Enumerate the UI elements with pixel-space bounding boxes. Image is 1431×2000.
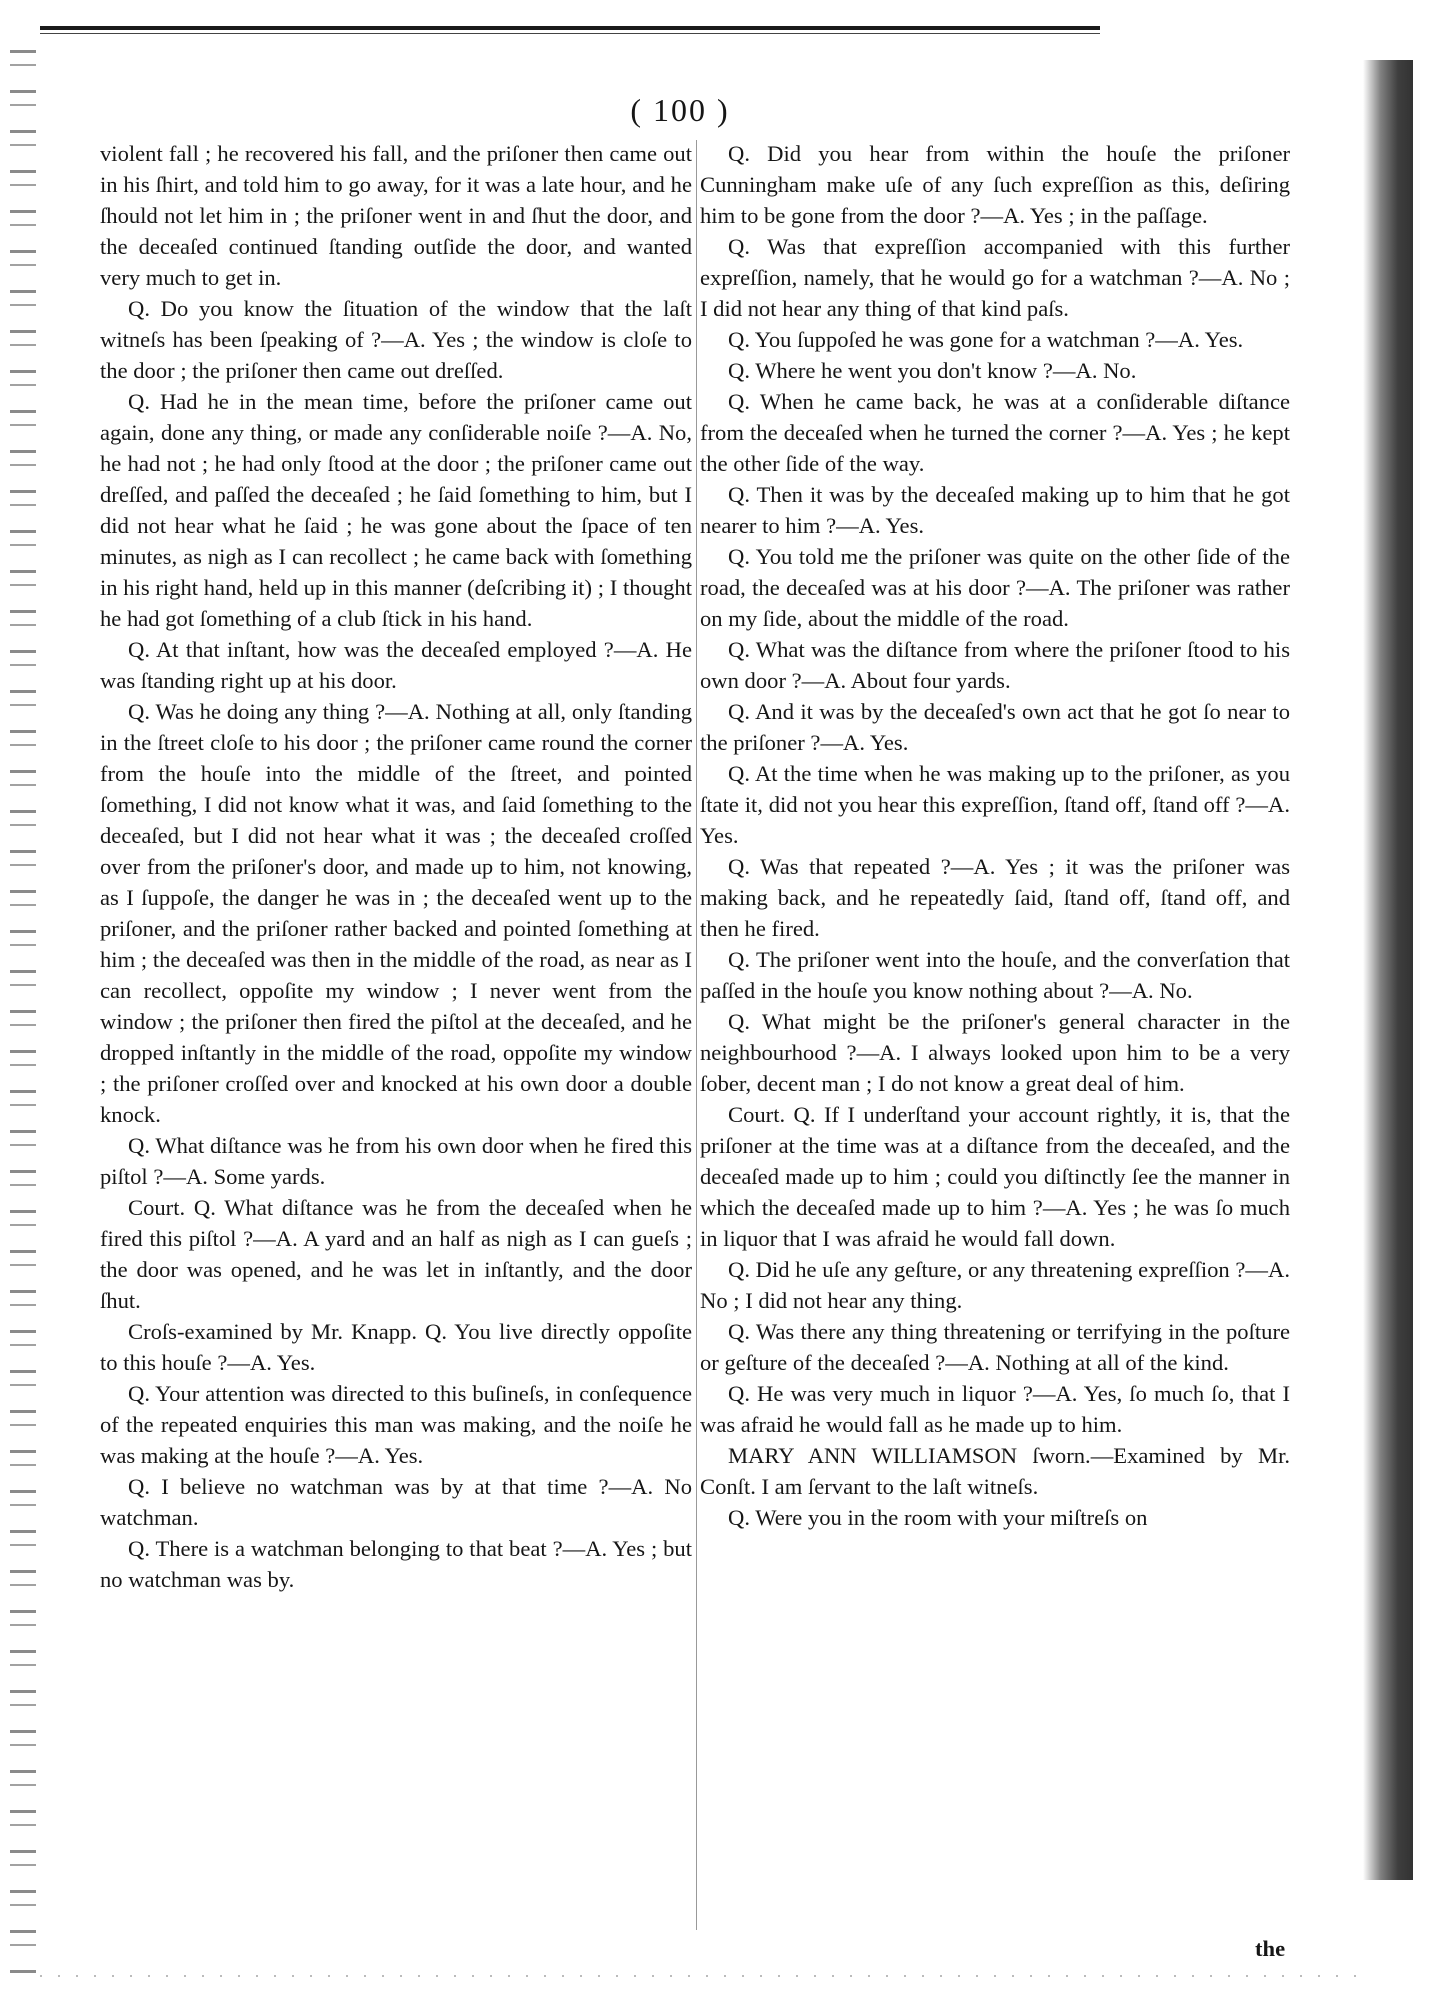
column-divider (696, 140, 697, 1930)
paragraph: Q. Was he doing any thing ?—A. Nothing at all, only ſtanding in the ſtreet cloſe to his door ; the priſoner came round the corner from the houſe into the middle of the ſtreet, and pointed ſomething, I did not know what it was, and ſaid ſomething to the deceaſed, but I did not hear what it was ; the deceaſed croſſed over from the priſoner's door, and made up to him, not knowing, as I ſuppoſe, the danger he was in ; the deceaſed went up to the priſoner, and the priſoner rather backed and pointed ſomething at him ; the deceaſed was then in the middle of the road, as near as I can recollect, oppoſite my window ; I never went from the window ; the priſoner then fired the piſtol at the deceaſed, and he dropped inſtantly in the middle of the road, oppoſite my window ; the priſoner croſſed over and knocked at his own door a double knock. (100, 699, 692, 1127)
paragraph: Q. Do you know the ſituation of the window that the laſt witneſs has been ſpeaking of ?—A. Yes ; the window is cloſe to the door ; the priſoner then came out dreſſed. (100, 296, 692, 383)
paragraph: Q. Your attention was directed to this buſineſs, in conſequence of the repeated enquiries this man was making, and the noiſe he was making at the houſe ?—A. Yes. (100, 1381, 692, 1468)
paragraph: Q. He was very much in liquor ?—A. Yes, ſo much ſo, that I was afraid he would fall as he made up to him. (700, 1381, 1290, 1437)
paragraph: Q. Was that repeated ?—A. Yes ; it was the priſoner was making back, and he repeatedly ſaid, ſtand off, ſtand off, and then he fired. (700, 854, 1290, 941)
paragraph: Q. The priſoner went into the houſe, and the converſation that paſſed in the houſe you know nothing about ?—A. No. (700, 947, 1290, 1003)
paragraph: Court. Q. If I underſtand your account rightly, it is, that the priſoner at the time was at a diſtance from the deceaſed, and the deceaſed made up to him ; could you diſtinctly ſee the manner in which the deceaſed made up to him ?—A. Yes ; he was ſo much in liquor that I was afraid he would fall down. (700, 1102, 1290, 1251)
top-rule (40, 26, 1100, 30)
paragraph: Q. Was there any thing threatening or terrifying in the poſture or geſture of the deceaſed ?—A. Nothing at all of the kind. (700, 1319, 1290, 1375)
paragraph: Q. At that inſtant, how was the deceaſed employed ?—A. He was ſtanding right up at his door. (100, 637, 692, 693)
paragraph: Q. Was that expreſſion accompanied with this further expreſſion, namely, that he would go for a watchman ?—A. No ; I did not hear any thing of that kind paſs. (700, 234, 1290, 321)
right-column (700, 138, 1290, 1533)
paragraph: Q. At the time when he was making up to the priſoner, as you ſtate it, did not you hear this expreſſion, ſtand off, ſtand off ?—A. Yes. (700, 761, 1290, 848)
page-number: ( 100 ) (630, 92, 730, 128)
paragraph: Q. What diſtance was he from his own door when he fired this piſtol ?—A. Some yards. (100, 1133, 692, 1189)
paragraph: Q. There is a watchman belonging to that beat ?—A. Yes ; but no watchman was by. (100, 1536, 692, 1592)
paragraph: Q. Did he uſe any geſture, or any threatening expreſſion ?—A. No ; I did not hear any thing. (700, 1257, 1290, 1313)
paragraph: Q. What might be the priſoner's general character in the neighbourhood ?—A. I always looked upon him to be a very ſober, decent man ; I do not know a great deal of him. (700, 1009, 1290, 1096)
right-scan-edge (1363, 60, 1413, 1880)
left-column (100, 138, 692, 1595)
bottom-scan-edge (40, 1975, 1370, 1977)
paragraph: Q. Had he in the mean time, before the priſoner came out again, done any thing, or made any conſiderable noiſe ?—A. No, he had not ; he had only ſtood at the door ; the priſoner came out dreſſed, and paſſed the deceaſed ; he ſaid ſomething to him, but I did not hear what he ſaid ; he was gone about the ſpace of ten minutes, as nigh as I can recollect ; he came back with ſomething in his right hand, held up in this manner (deſcribing it) ; I thought he had got ſomething of a club ſtick in his hand. (100, 389, 692, 631)
paragraph: Q. You ſuppoſed he was gone for a watchman ?—A. Yes. (728, 327, 1244, 352)
paragraph: Q. I believe no watchman was by at that time ?—A. No watchman. (100, 1474, 692, 1530)
top-rule-thin (40, 33, 1100, 34)
paragraph: violent fall ; he recovered his fall, and the priſoner then came out in his ſhirt, and told him to go away, for it was a late hour, and he ſhould not let him in ; the priſoner went in and ſhut the door, and the deceaſed continued ſtanding outſide the door, and wanted very much to get in. (100, 141, 692, 290)
left-scan-edge (10, 50, 36, 1980)
paragraph: Q. Then it was by the deceaſed making up to him that he got nearer to him ?—A. Yes. (700, 482, 1290, 538)
paragraph: Q. You told me the priſoner was quite on the other ſide of the road, the deceaſed was at his door ?—A. The priſoner was rather on my ſide, about the middle of the road. (700, 544, 1290, 631)
paragraph: Q. What was the diſtance from where the priſoner ſtood to his own door ?—A. About four yards. (700, 637, 1290, 693)
paragraph: Q. Did you hear from within the houſe the priſoner Cunningham make uſe of any ſuch expreſſion as this, deſiring him to be gone from the door ?—A. Yes ; in the paſſage. (700, 141, 1290, 228)
paragraph: Court. Q. What diſtance was he from the deceaſed when he fired this piſtol ?—A. A yard and an half as nigh as I can gueſs ; the door was opened, and he was let in inſtantly, and the door ſhut. (100, 1195, 692, 1313)
catchword: the (1255, 1936, 1286, 1961)
paragraph: Q. And it was by the deceaſed's own act that he got ſo near to the priſoner ?—A. Yes. (700, 699, 1290, 755)
paragraph: Croſs-examined by Mr. Knapp. Q. You live directly oppoſite to this houſe ?—A. Yes. (100, 1319, 692, 1375)
paragraph: Q. Were you in the room with your miſtreſs on (728, 1505, 1148, 1530)
paragraph: Q. Where he went you don't know ?—A. No. (728, 358, 1137, 383)
paragraph: MARY ANN WILLIAMSON ſworn.—Examined by Mr. Conſt. I am ſervant to the laſt witneſs. (700, 1443, 1290, 1499)
paragraph: Q. When he came back, he was at a conſiderable diſtance from the deceaſed when he turned the corner ?—A. Yes ; he kept the other ſide of the way. (700, 389, 1290, 476)
